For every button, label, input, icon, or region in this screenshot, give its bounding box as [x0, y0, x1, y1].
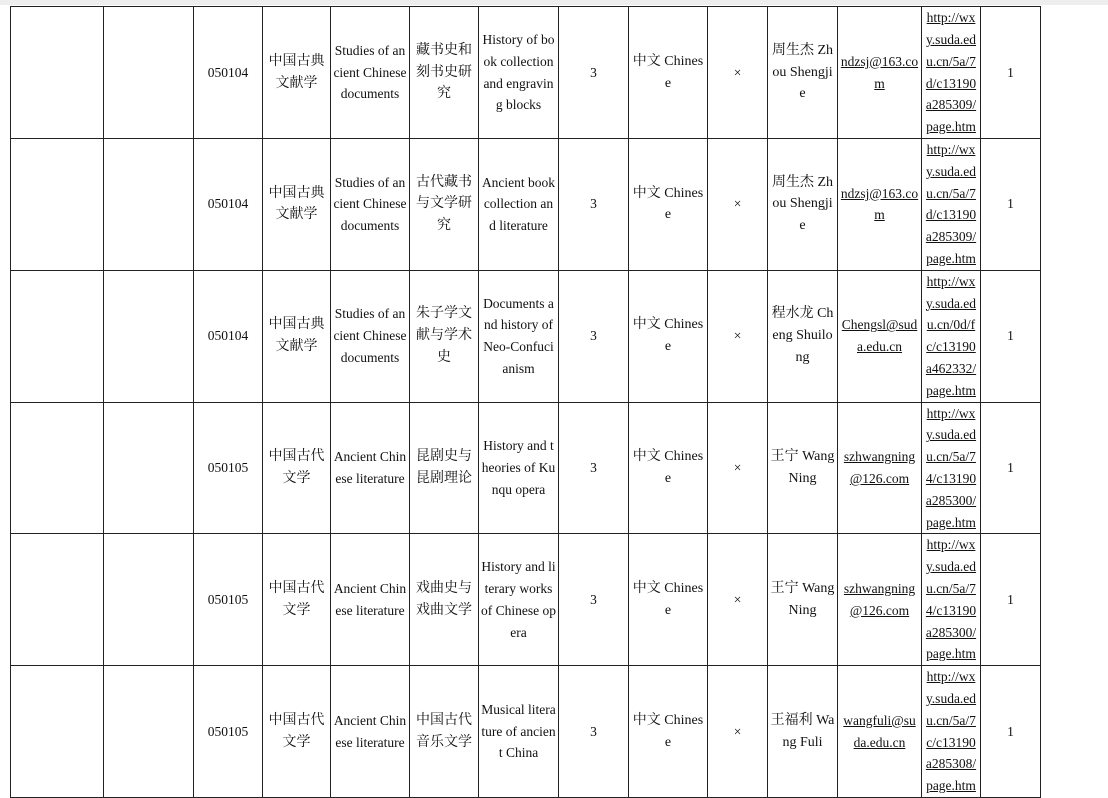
credits-cell: 3 [559, 534, 629, 666]
major-code-cell: 050105 [194, 402, 263, 534]
mark-cell: × [708, 402, 768, 534]
table-row [11, 534, 1041, 666]
major-code-cell: 050105 [194, 534, 263, 666]
blank-cell-b [104, 666, 194, 798]
url-cell[interactable]: http://wxy.suda.edu.cn/5a/7c/c13190a285308/page.htm [922, 666, 981, 798]
course-cn-cell: 中国古代音乐文学 [410, 666, 479, 798]
course-cn-cell: 昆剧史与昆剧理论 [410, 402, 479, 534]
blank-cell-b [104, 7, 194, 139]
mark-cell: × [708, 139, 768, 271]
major-cn-cell: 中国古代文学 [263, 402, 331, 534]
mark-cell: × [708, 7, 768, 139]
mark-cell: × [708, 270, 768, 402]
count-cell: 1 [981, 7, 1041, 139]
major-code-cell: 050104 [194, 7, 263, 139]
url-cell[interactable]: http://wxy.suda.edu.cn/5a/7d/c13190a285309/page.htm [922, 139, 981, 271]
blank-cell-a [11, 402, 104, 534]
language-cell: 中文 Chinese [629, 7, 708, 139]
credits-cell: 3 [559, 666, 629, 798]
table-row [11, 402, 1041, 534]
blank-cell-a [11, 666, 104, 798]
major-cn-cell: 中国古典文献学 [263, 7, 331, 139]
count-cell: 1 [981, 270, 1041, 402]
teacher-cell: 王福利 Wang Fuli [768, 666, 838, 798]
table-row [11, 666, 1041, 798]
blank-cell-b [104, 270, 194, 402]
language-cell: 中文 Chinese [629, 402, 708, 534]
course-table-body [11, 7, 1041, 798]
email-cell[interactable]: ndzsj@163.com [838, 7, 922, 139]
table-row [11, 139, 1041, 271]
language-cell: 中文 Chinese [629, 139, 708, 271]
table-row [11, 270, 1041, 402]
teacher-cell: 王宁 Wang Ning [768, 534, 838, 666]
mark-cell: × [708, 666, 768, 798]
major-en-cell: Ancient Chinese literature [331, 666, 410, 798]
course-cn-cell: 朱子学文献与学术史 [410, 270, 479, 402]
credits-cell: 3 [559, 7, 629, 139]
email-cell[interactable]: szhwangning@126.com [838, 402, 922, 534]
blank-cell-b [104, 402, 194, 534]
url-cell[interactable]: http://wxy.suda.edu.cn/0d/fc/c13190a462332/page.htm [922, 270, 981, 402]
credits-cell: 3 [559, 139, 629, 271]
major-en-cell: Ancient Chinese literature [331, 402, 410, 534]
major-code-cell: 050104 [194, 139, 263, 271]
major-cn-cell: 中国古代文学 [263, 666, 331, 798]
course-cn-cell: 戏曲史与戏曲文学 [410, 534, 479, 666]
blank-cell-a [11, 270, 104, 402]
course-en-cell: Documents and history of Neo-Confucianism [479, 270, 559, 402]
course-en-cell: Musical literature of ancient China [479, 666, 559, 798]
blank-cell-a [11, 7, 104, 139]
count-cell: 1 [981, 139, 1041, 271]
major-en-cell: Studies of ancient Chinese documents [331, 270, 410, 402]
language-cell: 中文 Chinese [629, 534, 708, 666]
course-en-cell: History and theories of Kunqu opera [479, 402, 559, 534]
url-cell[interactable]: http://wxy.suda.edu.cn/5a/74/c13190a285300/page.htm [922, 402, 981, 534]
major-en-cell: Studies of ancient Chinese documents [331, 7, 410, 139]
major-en-cell: Studies of ancient Chinese documents [331, 139, 410, 271]
email-cell[interactable]: ndzsj@163.com [838, 139, 922, 271]
count-cell: 1 [981, 666, 1041, 798]
table-row [11, 7, 1041, 139]
teacher-cell: 程水龙 Cheng Shuilong [768, 270, 838, 402]
email-cell[interactable]: wangfuli@suda.edu.cn [838, 666, 922, 798]
major-cn-cell: 中国古典文献学 [263, 270, 331, 402]
blank-cell-a [11, 139, 104, 271]
major-code-cell: 050104 [194, 270, 263, 402]
language-cell: 中文 Chinese [629, 270, 708, 402]
blank-cell-b [104, 534, 194, 666]
blank-cell-b [104, 139, 194, 271]
major-code-cell: 050105 [194, 666, 263, 798]
email-cell[interactable]: szhwangning@126.com [838, 534, 922, 666]
page-top-strip [0, 0, 1108, 5]
url-cell[interactable]: http://wxy.suda.edu.cn/5a/7d/c13190a285309/page.htm [922, 7, 981, 139]
course-cn-cell: 藏书史和刻书史研究 [410, 7, 479, 139]
count-cell: 1 [981, 402, 1041, 534]
course-en-cell: History and literary works of Chinese opera [479, 534, 559, 666]
count-cell: 1 [981, 534, 1041, 666]
major-cn-cell: 中国古典文献学 [263, 139, 331, 271]
teacher-cell: 周生杰 Zhou Shengjie [768, 7, 838, 139]
major-cn-cell: 中国古代文学 [263, 534, 331, 666]
course-cn-cell: 古代藏书与文学研究 [410, 139, 479, 271]
credits-cell: 3 [559, 270, 629, 402]
teacher-cell: 王宁 Wang Ning [768, 402, 838, 534]
url-cell[interactable]: http://wxy.suda.edu.cn/5a/74/c13190a285300/page.htm [922, 534, 981, 666]
course-en-cell: History of book collection and engraving blocks [479, 7, 559, 139]
language-cell: 中文 Chinese [629, 666, 708, 798]
email-cell[interactable]: Chengsl@suda.edu.cn [838, 270, 922, 402]
major-en-cell: Ancient Chinese literature [331, 534, 410, 666]
mark-cell: × [708, 534, 768, 666]
course-en-cell: Ancient book collection and literature [479, 139, 559, 271]
blank-cell-a [11, 534, 104, 666]
credits-cell: 3 [559, 402, 629, 534]
course-table [10, 6, 1041, 798]
teacher-cell: 周生杰 Zhou Shengjie [768, 139, 838, 271]
